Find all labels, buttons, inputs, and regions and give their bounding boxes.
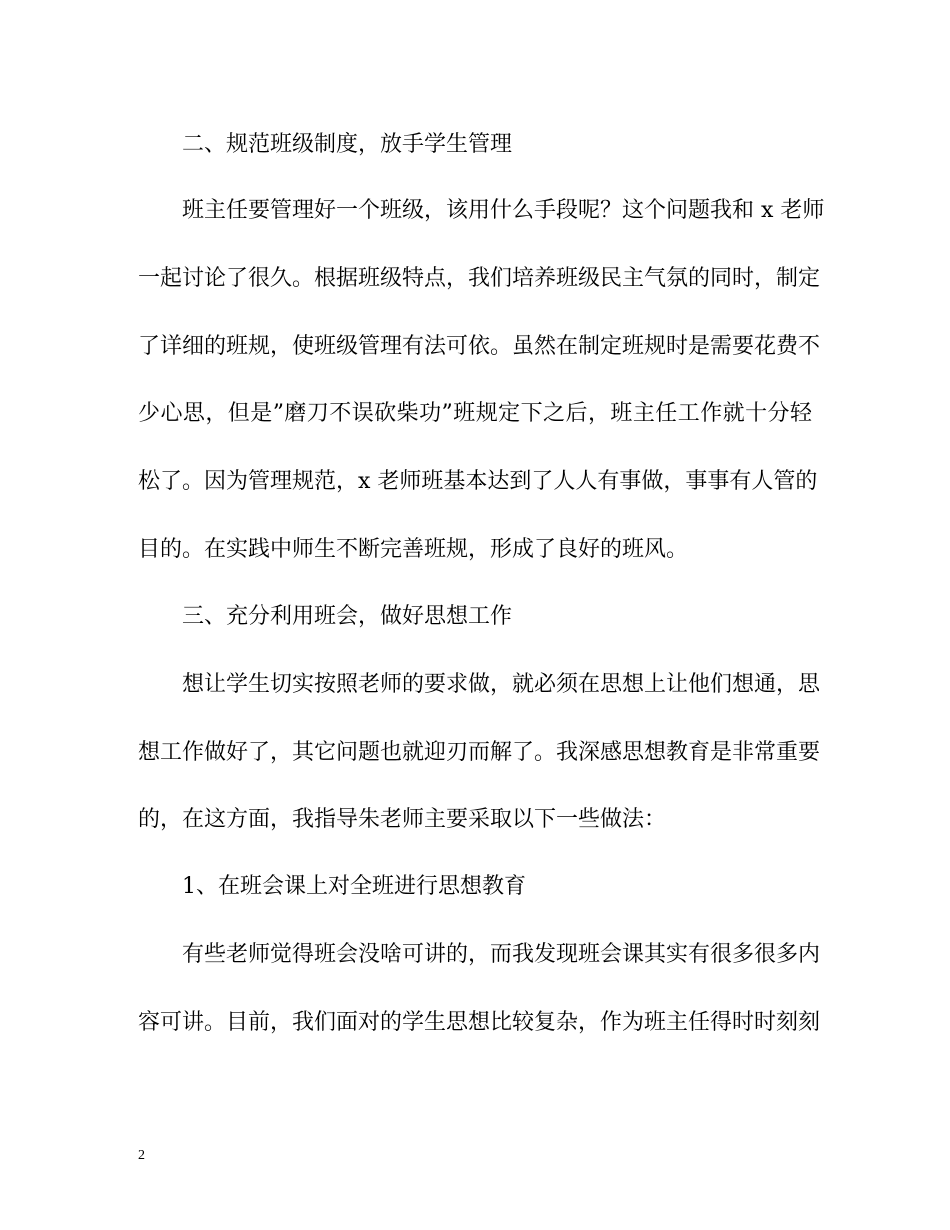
subsection-heading-1: 1、在班会课上对全班进行思想教育 xyxy=(182,874,526,899)
paragraph-line: 了详细的班规，使班级管理有法可依。虽然在制定班规时是需要花费不 xyxy=(138,334,821,359)
paragraph-line: 目的。在实践中师生不断完善班规，形成了良好的班风。 xyxy=(138,537,689,562)
paragraph-line: 想工作做好了，其它问题也就迎刃而解了。我深感思想教育是非常重要 xyxy=(138,740,821,765)
paragraph-line: 一起讨论了很久。根据班级特点，我们培养班级民主气氛的同时，制定 xyxy=(138,266,821,291)
section-heading-2: 二、规范班级制度，放手学生管理 xyxy=(182,132,513,157)
paragraph-line: 少心思，但是”磨刀不误砍柴功”班规定下之后，班主任工作就十分轻 xyxy=(138,401,812,426)
paragraph-line: 的，在这方面，我指导朱老师主要采取以下一些做法： xyxy=(138,807,667,832)
paragraph-line: 班主任要管理好一个班级，该用什么手段呢？这个问题我和 x 老师 xyxy=(182,198,825,223)
page-number: 2 xyxy=(138,1148,145,1163)
paragraph-line: 想让学生切实按照老师的要求做，就必须在思想上让他们想通，思 xyxy=(182,672,821,697)
paragraph-line: 有些老师觉得班会没啥可讲的，而我发现班会课其实有很多很多内 xyxy=(182,942,821,967)
section-heading-3: 三、充分利用班会，做好思想工作 xyxy=(182,604,513,629)
paragraph-line: 松了。因为管理规范，x 老师班基本达到了人人有事做，事事有人管的 xyxy=(138,469,818,494)
paragraph-line: 容可讲。目前，我们面对的学生思想比较复杂，作为班主任得时时刻刻 xyxy=(138,1010,821,1035)
